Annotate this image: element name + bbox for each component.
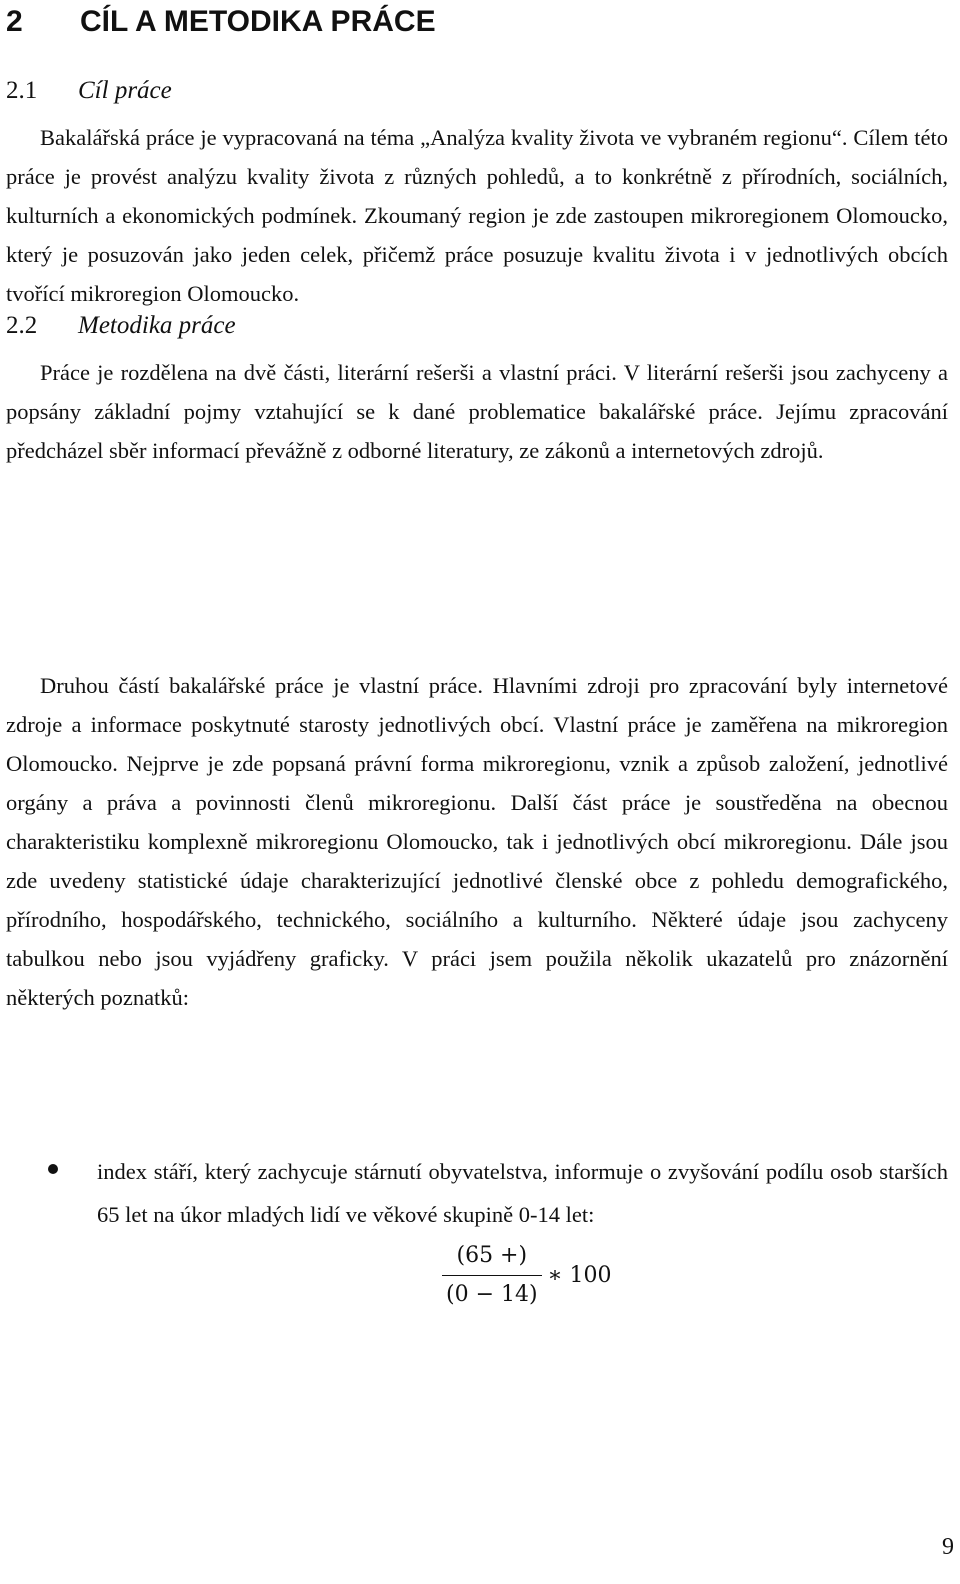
section-title: Metodika práce [78,312,236,339]
formula-multiplier: ∗ 100 [547,1263,612,1288]
formula-fraction [442,1241,542,1310]
section-heading-method [6,310,236,342]
chapter-heading [6,2,436,42]
section-heading-goal [6,75,172,107]
method-paragraph-2: Druhou částí bakalářské práce je vlastní práce. Hlavními zdroji pro zpracování byly internetové zdroje a informace poskytnuté starosty jednotlivých obcí. Vlastní práce je zaměřena na mikroregion Olomoucko. Nejprve je zde popsaná právní forma mikroregionu, vznik a způsob založení, jednotlivé orgány a práva a povinnosti členů mikroregionu. Další část práce je soustředěna na obecnou charakteristiku komplexně mikroregionu Olomoucko, tak i jednotlivých obcí mikroregionu. Dále jsou zde uvedeny statistické údaje charakterizující jednotlivé členské obce z pohledu demografického, přírodního, hospodářského, technického, sociálního a kulturního. Některé údaje jsou zachyceny tabulkou nebo jsou vyjádřeny graficky. V práci jsem použila několik ukazatelů pro znázornění některých poznatků: [6,673,948,1010]
section-number: 2.2 [6,312,38,339]
goal-paragraph: Bakalářská práce je vypracovaná na téma „Analýza kvality života ve vybraném regionu“. Cílem této práce je provést analýzu kvality života z různých pohledů, a to konkrétně z přírodních, sociálních, kulturních a ekonomických podmínek. Zkoumaný region je zde zastoupen mikroregionem Olomoucko, který je posuzován jako jeden celek, přičemž práce posuzuje kvalitu života i v jednotlivých obcích tvořící mikroregion Olomoucko. [6,125,948,306]
list-item-text: index stáří, který zachycuje stárnutí obyvatelstva, informuje o zvyšování podílu osob starších 65 let na úkor mladých lidí ve věkové skupině 0-14 let: [97,1159,948,1227]
page-number: 9 [942,1534,954,1560]
chapter-number: 2 [6,5,23,38]
section-number: 2.1 [6,77,38,104]
formula-numerator: (65 +) [442,1241,542,1276]
formula-denominator: (0 − 14) [446,1282,538,1307]
bullet-icon [48,1164,58,1174]
section-title: Cíl práce [78,77,172,104]
age-index-formula [442,1241,612,1310]
chapter-title: CÍL A METODIKA PRÁCE [80,5,436,38]
method-paragraph-1: Práce je rozdělena na dvě části, literární rešerši a vlastní práci. V literární rešerši jsou zachyceny a popsány základní pojmy vztahující se k dané problematice bakalářské práce. Jejímu zpracování předcházel sběr informací převážně z odborné literatury, ze zákonů a internetových zdrojů. [6,360,948,463]
